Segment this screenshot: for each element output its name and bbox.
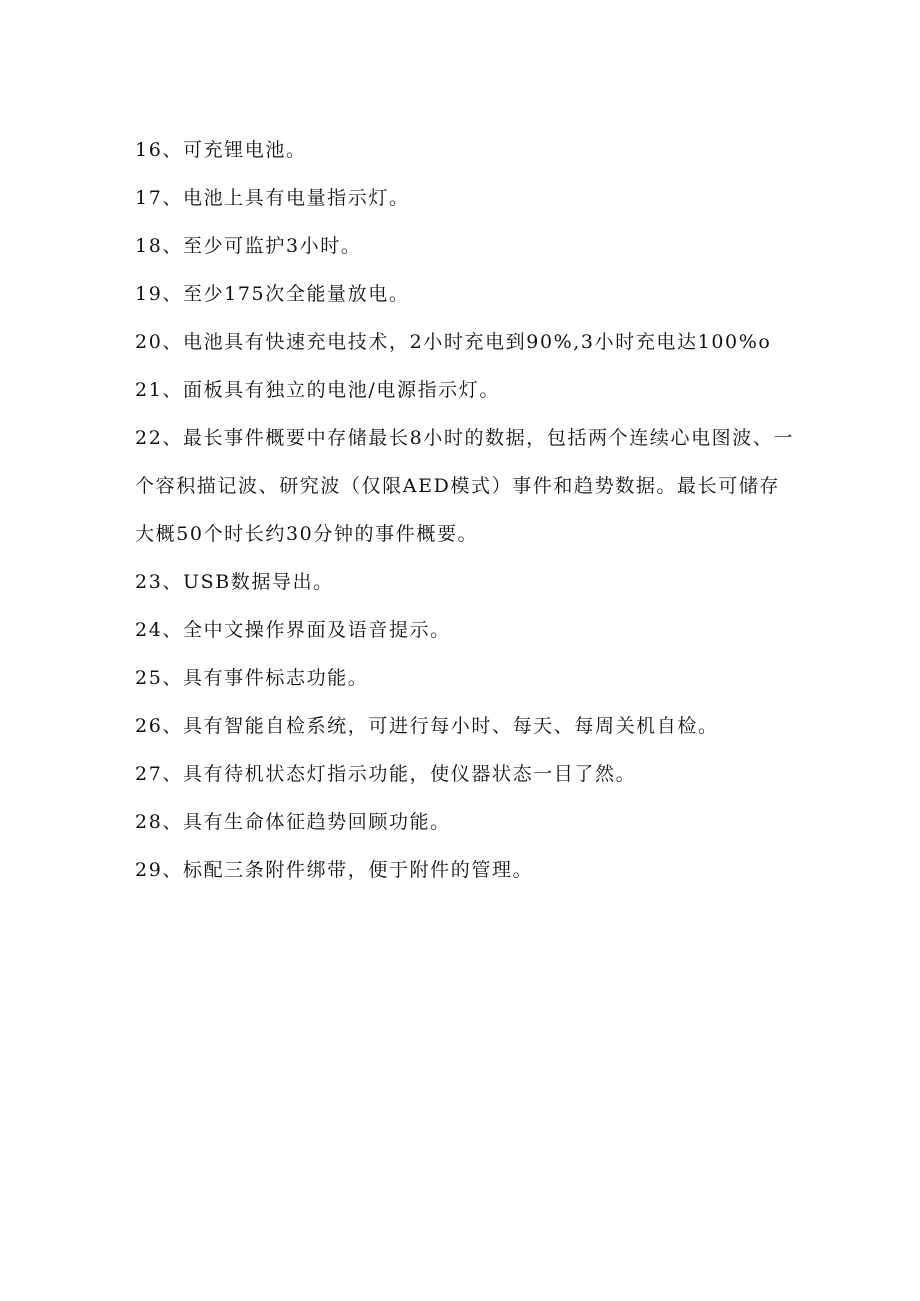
list-item: 20、电池具有快速充电技术，2小时充电到90%,3小时充电达100%o	[135, 331, 772, 353]
list-item: 24、全中文操作界面及语音提示。	[135, 619, 451, 641]
list-item: 25、具有事件标志功能。	[135, 667, 369, 689]
list-item: 29、标配三条附件绑带，便于附件的管理。	[135, 859, 534, 881]
list-item: 26、具有智能自检系统，可进行每小时、每天、每周关机自检。	[135, 715, 719, 737]
list-item: 18、至少可监护3小时。	[135, 235, 362, 257]
list-item: 16、可充锂电池。	[135, 139, 307, 161]
list-item: 27、具有待机状态灯指示功能，使仪器状态一目了然。	[135, 763, 637, 785]
list-item: 28、具有生命体征趋势回顾功能。	[135, 811, 451, 833]
list-item: 22、最长事件概要中存储最长8小时的数据，包括两个连续心电图波、一个容积描记波、研究波（仅限AED模式）事件和趋势数据。最长可储存大概50个时长约30分钟的事件概要。	[135, 427, 795, 545]
list-item: 17、电池上具有电量指示灯。	[135, 187, 410, 209]
list-item: 19、至少175次全能量放电。	[135, 283, 410, 305]
spec-list	[135, 126, 795, 894]
list-item: 23、USB数据导出。	[135, 571, 334, 593]
list-item: 21、面板具有独立的电池/电源指示灯。	[135, 379, 500, 401]
